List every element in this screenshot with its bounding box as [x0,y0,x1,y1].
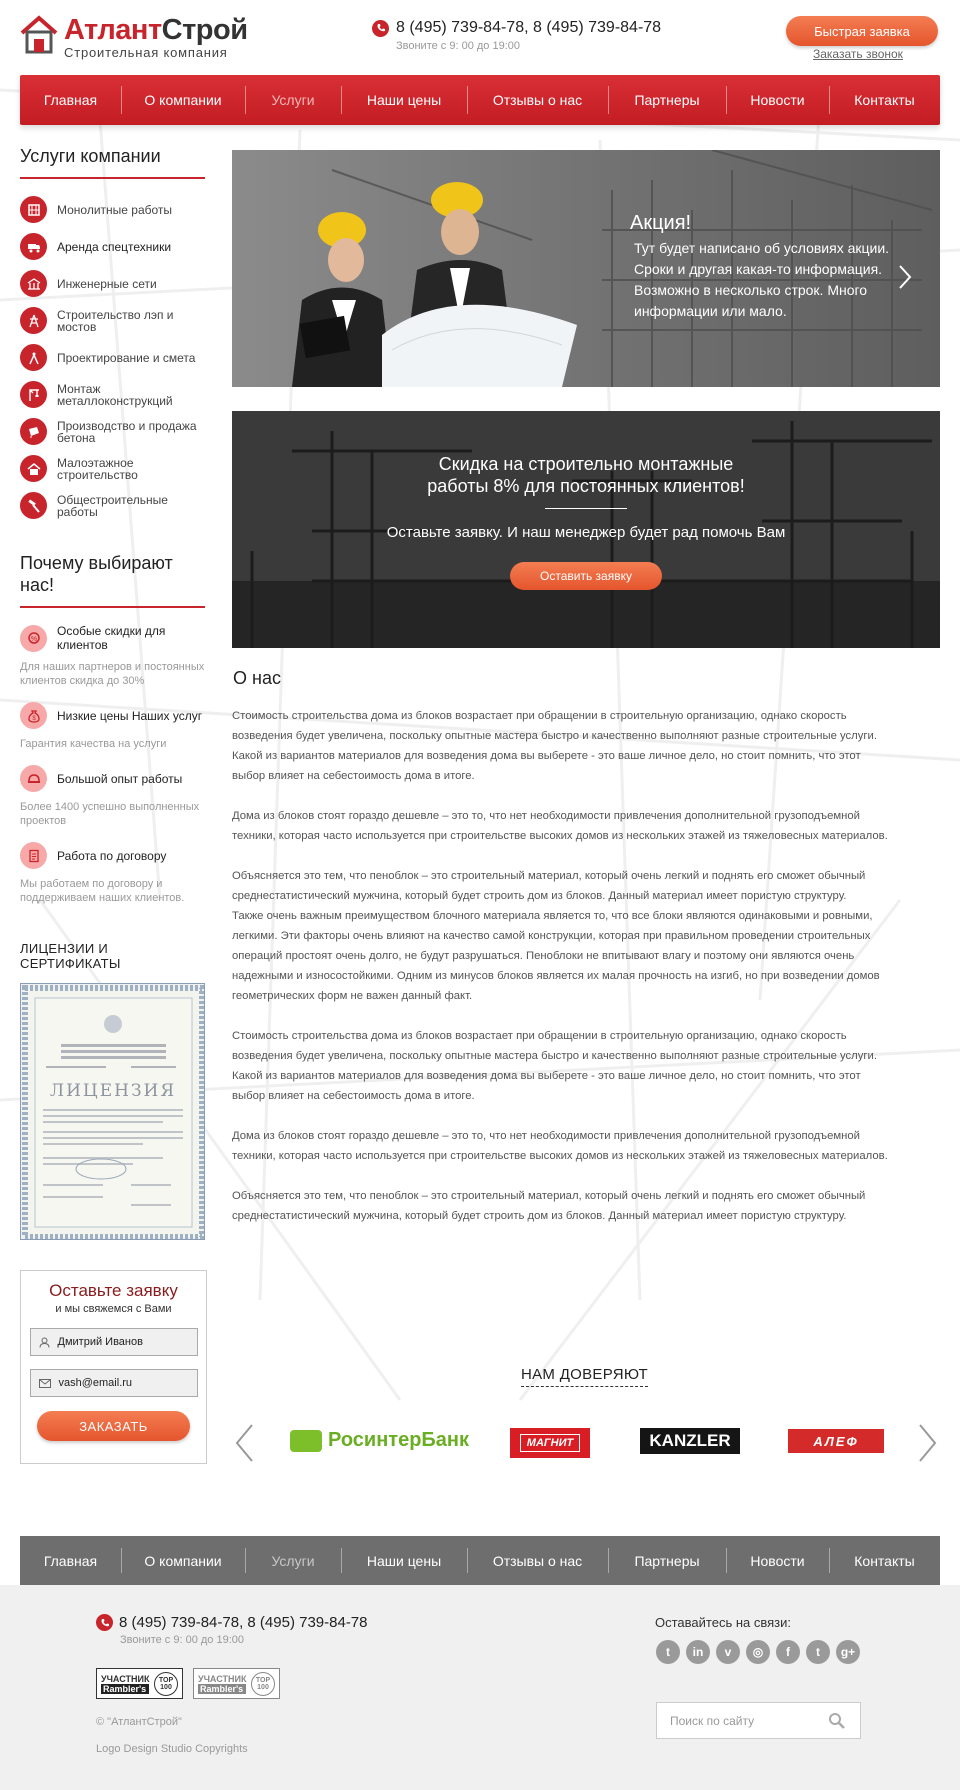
footer-nav-about[interactable]: О компании [121,1536,245,1585]
carousel-next-arrow-icon[interactable] [918,1423,938,1463]
badge-top: TOP 100 [251,1672,275,1696]
why-title: Большой опыт работы [57,771,183,786]
license-word: ЛИЦЕНЗИЯ [49,1081,177,1101]
carousel-prev-arrow-icon[interactable] [234,1423,254,1463]
service-label: Проектирование и смета [57,350,196,365]
bank-mark-icon [290,1430,322,1452]
footer-nav-prices[interactable]: Наши цены [341,1536,467,1585]
footer-hours: Звоните с 9: 00 до 19:00 [120,1634,244,1646]
nav-item-home[interactable]: Главная [43,92,98,108]
linkedin-icon[interactable]: in [686,1640,710,1664]
nav-item-contacts[interactable]: Контакты [829,75,940,125]
header-hours: Звоните с 9: 00 до 19:00 [396,40,520,52]
compass-icon [20,344,47,371]
quick-request-button[interactable]: Быстрая заявка [786,16,938,46]
social-heading: Оставайтесь на связи: [655,1615,791,1630]
nav-item-news[interactable]: Новости [726,75,829,125]
footer-nav-contacts[interactable]: Контакты [829,1536,940,1585]
about-text [232,706,892,1246]
footer-nav-reviews[interactable]: Отзывы о нас [467,1536,608,1585]
nav-item-services[interactable]: Услуги [245,75,341,125]
logo[interactable] [20,15,248,59]
sidebar [20,145,205,1464]
vimeo-icon[interactable]: v [716,1640,740,1664]
why-list [20,624,205,905]
why-title: Низкие цены Наших услуг [57,708,203,723]
service-label: Аренда спецтехники [57,239,172,254]
why-item [20,702,205,751]
header-contact [372,19,661,52]
footer-nav [20,1536,940,1585]
service-label: Инженерные сети [57,276,157,291]
about-paragraph: Объясняется это тем, что пеноблок – это строительный материал, который очень легкий и поднять его сможет обычный среднестатистический мужчина, который будет строить дом из блоков. Данный материал имеет пористую структуру. [232,1190,866,1222]
site-header [0,0,960,75]
contract-icon [20,842,47,869]
service-item[interactable] [20,265,205,302]
house-icon [20,455,47,482]
power-line-icon [20,307,47,334]
service-item[interactable] [20,228,205,265]
service-item[interactable] [20,302,205,339]
services-heading: Услуги компании [20,145,205,179]
tumblr-icon[interactable]: t [806,1640,830,1664]
form-title: Оставьте заявку [49,1281,178,1300]
phone-icon [372,20,389,37]
instagram-icon[interactable]: ◎ [746,1640,770,1664]
service-item[interactable] [20,413,205,450]
about-paragraph: Также очень важным преимуществом блочного материала является то, что все блоки являются одинаковыми и ровными, легкими. Эти факторы очень влияют на качество самой конструкции, которая при правильном проведении строительных операций простоят очень долго, не будут разрушаться. Пеноблоки не впитывают влагу и поэтому они являются очень надежными и износостойкими. Одним из минусов блоков является их малая прочность на изгиб, но при возведении домов геометрических форм не важен данный факт. [232,910,880,1002]
discount-banner [232,411,940,648]
badge-top: TOP 100 [154,1672,178,1696]
order-button[interactable]: ЗАКАЗАТЬ [37,1411,190,1441]
site-search-input[interactable] [656,1702,861,1739]
main-nav [20,75,940,125]
name-field[interactable] [30,1328,198,1356]
service-item[interactable] [20,376,205,413]
email-field-value: vash@email.ru [58,1377,133,1389]
service-item[interactable] [20,450,205,487]
why-desc: Более 1400 успешно выполненных проектов [20,801,200,827]
banner-title-line2: работы 8% для постоянных клиентов! [427,476,745,496]
about-paragraph: Дома из блоков стоят гораздо дешевле – это то, что нет необходимости привлечения дополнительной грузоподъемной техники, которая часто используется при строительстве высоких домов из нескольких этажей из тяжеловесных материалов. [232,1130,888,1162]
license-document-icon [21,984,205,1240]
truck-icon [20,233,47,260]
experience-icon [20,765,47,792]
why-title: Особые скидки для клиентов [57,624,166,652]
logo-name-part2: Строй [161,14,248,46]
footer-nav-services[interactable]: Услуги [245,1536,341,1585]
rambler-top100-badge[interactable] [96,1668,183,1699]
logo-name-part1: Атлант [64,14,162,46]
logo-subtitle: Строительная компания [64,45,228,60]
partner-logo-alef[interactable]: АЛЕФ [788,1429,884,1453]
concrete-icon [20,418,47,445]
partner-logo-magnit[interactable] [510,1428,590,1458]
network-icon [20,270,47,297]
why-item [20,624,205,688]
banner-divider [545,508,627,509]
licenses-heading: ЛИЦЕНЗИИ И СЕРТИФИКАТЫ [20,941,121,971]
footer-contact [96,1614,368,1646]
badge-brand: Rambler's [198,1684,246,1694]
nav-item-reviews[interactable]: Отзывы о нас [467,75,608,125]
building-icon [20,196,47,223]
facebook-icon[interactable]: f [776,1640,800,1664]
banner-title-line1: Скидка на строительно монтажные [438,454,734,474]
name-field-value: Дмитрий Иванов [57,1336,143,1348]
about-paragraph: Дома из блоков стоят гораздо дешевле – это то, что нет необходимости привлечения дополнительной грузоподъемной техники, которая часто используется при строительстве высоких домов из нескольких этажей из тяжеловесных материалов. [232,810,888,842]
callback-link[interactable]: Заказать звонок [813,47,903,61]
phone-icon [96,1614,113,1631]
service-label: Малоэтажное строительство [57,455,138,482]
copyright: © "АтлантСтрой" [96,1716,182,1728]
banner-subtitle: Оставьте заявку. И наш менеджер будет рад помочь Вам [386,524,786,541]
request-form [20,1270,207,1464]
service-label: Производство и продажа бетона [57,418,197,445]
service-item[interactable] [20,487,205,524]
partner-name: РосинтерБанк [328,1429,470,1451]
design-credit[interactable]: Logo Design Studio Copyrights [96,1743,248,1755]
partner-logo-kanzler[interactable]: KANZLER [640,1428,740,1454]
why-desc: Гарантия качества на услуги [20,738,167,750]
promo-title: Акция! [630,212,692,234]
footer-nav-partners[interactable]: Партнеры [608,1536,726,1585]
nav-item-about[interactable]: О компании [121,75,245,125]
leave-request-button[interactable]: Оставить заявку [510,562,662,590]
svg-text:$: $ [31,715,36,722]
partner-name: МАГНИТ [520,1434,580,1452]
service-label: Общестроительные работы [57,492,168,519]
promo-text: Тут будет написано об условиях акции. Сроки и другая какая-то информация. Возможно в несколько строк. Много информации или мало. [634,240,890,319]
badge-label: УЧАСТНИК [198,1673,247,1684]
footer-nav-home[interactable]: Главная [43,1552,98,1569]
promo-slider [232,150,940,387]
discount-icon [20,625,47,652]
badge-brand: Rambler's [101,1684,149,1694]
banner-title [232,453,940,497]
house-logo-icon [20,15,58,55]
about-paragraph: Объясняется это тем, что пеноблок – это строительный материал, который очень легкий и поднять его сможет обычный среднестатистический мужчина, который будет строить дом из блоков. Данный материал имеет пористую структуру. [232,870,866,902]
license-image[interactable] [20,983,205,1240]
footer-phone[interactable]: 8 (495) 739-84-78, 8 (495) 739-84-78 [119,1614,368,1631]
partners-carousel [232,1420,940,1480]
email-field[interactable] [30,1369,198,1397]
crane-icon [20,381,47,408]
nav-item-prices[interactable]: Наши цены [341,75,467,125]
footer-nav-news[interactable]: Новости [726,1536,829,1585]
social-links [656,1640,860,1664]
search-icon[interactable] [828,1712,846,1730]
rambler-badges [96,1668,280,1699]
partners-heading: НАМ ДОВЕРЯЮТ [521,1366,648,1387]
google-plus-icon[interactable]: g+ [836,1640,860,1664]
badge-label: УЧАСТНИК [101,1673,150,1684]
service-item[interactable] [20,339,205,376]
twitter-icon[interactable]: t [656,1640,680,1664]
header-phone[interactable]: 8 (495) 739-84-78, 8 (495) 739-84-78 [396,19,662,36]
money-bag-icon [20,702,47,729]
user-icon [39,1337,50,1348]
about-paragraph: Стоимость строительства дома из блоков возрастает при обращении в строительную организацию, однако скорость возведения будет увеличена, поскольку опытные мастера быстро и качественно выполняют разные строительные услуги. Какой из вариантов материалов для возведения дома вы выберете - это ваше личное дело, но стоит помнить, что этот выбор влияет на себестоимость дома в итоге. [232,710,877,782]
why-title: Работа по договору [57,848,167,863]
service-label: Монтаж металлоконструкций [57,381,173,408]
search-placeholder: Поиск по сайту [670,1713,755,1728]
service-item[interactable] [20,191,205,228]
nav-item-partners[interactable]: Партнеры [608,75,726,125]
why-item [20,765,205,828]
services-list [20,191,205,524]
service-label: Строительство лэп и мостов [57,307,174,334]
hammer-icon [20,492,47,519]
why-heading: Почему выбирают нас! [20,552,205,608]
about-paragraph: Стоимость строительства дома из блоков возрастает при обращении в строительную организацию, однако скорость возведения будет увеличена, поскольку опытные мастера быстро и качественно выполняют разные строительные услуги. Какой из вариантов материалов для возведения дома вы выберете - это ваше личное дело, но стоит помнить, что этот выбор влияет на себестоимость дома в итоге. [232,1030,877,1102]
service-label: Монолитные работы [57,202,173,217]
envelope-icon [39,1379,51,1388]
slider-next-arrow-icon[interactable] [898,264,912,290]
why-desc: Для наших партнеров и постоянных клиентов скидка до 30% [20,661,205,687]
svg-text:%: % [30,636,37,643]
about-heading: О нас [233,668,281,688]
form-subtitle: и мы свяжемся с Вами [55,1303,172,1315]
why-item [20,842,205,905]
why-desc: Мы работаем по договору и поддерживаем наших клиентов. [20,878,185,904]
partner-logo-rosinterbank[interactable] [290,1429,469,1452]
rambler-top100-badge[interactable] [193,1668,280,1699]
